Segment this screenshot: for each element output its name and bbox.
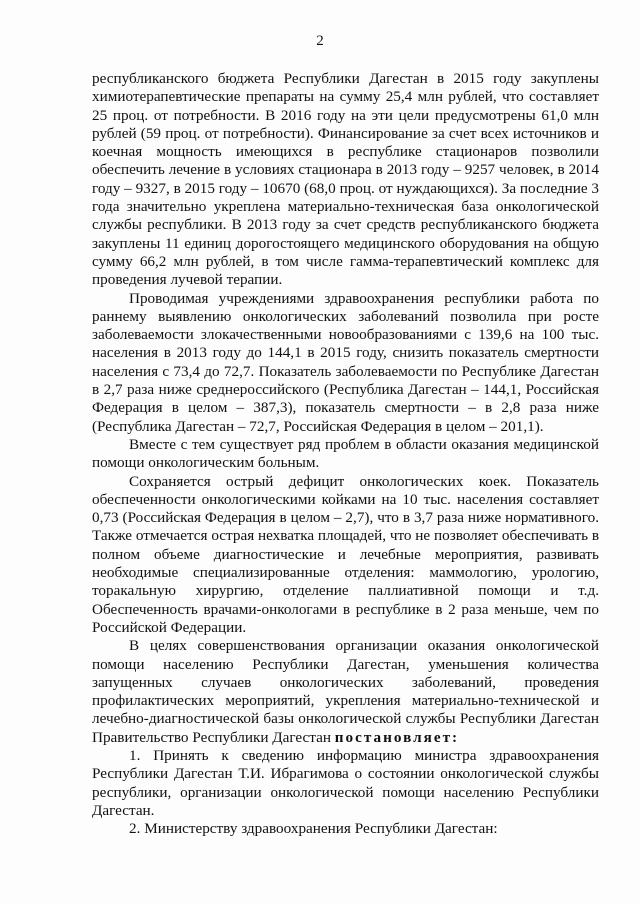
- paragraph-bed-shortage: Сохраняется острый дефицит онкологических коек. Показатель обеспеченности онкологическими койками на 10 тыс. населения составляет 0,73 (Российская Федерация в целом – 2,7), что в 3,7 раза ниже нормативного. Также отмечается острая нехватка площадей, что не позволяет обеспечивать в полном объеме диагностические и лечебные мероприятия, развивать необходимые специализированные отделения: маммологию, урологию, торакальную хирургию, отделение паллиативной помощи и т.д. Обеспеченность врачами-онкологами в республике в 2 раза меньше, чем по Российской Федерации.: [92, 472, 599, 636]
- resolution-preamble-text: В целях совершенствования организации оказания онкологической помощи населению Республики Дагестан, уменьшения количества запущенных случаев онкологических заболеваний, проведения профилактических мероприятий, укрепления материально-технической и лечебно-диагностической базы онкологической службы Республики Дагестан Правительство Республики Дагестан: [92, 637, 599, 746]
- document-body: [92, 70, 599, 838]
- paragraph-resolution-preamble: [92, 637, 599, 747]
- resolution-keyword: постановляет:: [334, 728, 460, 746]
- paragraph-budget-procurement: республиканского бюджета Республики Дагестан в 2015 году закуплены химиотерапевтические препараты на сумму 25,4 млн рублей, что составляет 25 проц. от потребности. В 2016 году на эти цели предусмотрены 61,0 млн рублей (59 проц. от потребности). Финансирование за счет всех источников и коечная мощность имеющихся в республике стационаров позволили обеспечить лечение в условиях стационара в 2013 году – 9257 человек, в 2014 году – 9327, в 2015 году – 10670 (68,0 проц. от нуждающихся). За последние 3 года значительно укреплена материально-техническая база онкологической службы республики. В 2013 году за счет средств республиканского бюджета закуплены 11 единиц дорогостоящего медицинского оборудования на общую сумму 66,2 млн рублей, в том числе гамма-терапевтический комплекс для проведения лучевой терапии.: [92, 70, 599, 289]
- paragraph-problems: Вместе с тем существует ряд проблем в области оказания медицинской помощи онкологическим больным.: [92, 435, 599, 472]
- paragraph-early-detection: Проводимая учреждениями здравоохранения республики работа по раннему выявлению онкологических заболеваний позволила при росте заболеваемости злокачественными новообразованиями с 139,6 на 100 тыс. населения в 2013 году до 144,1 в 2015 году, снизить показатель смертности населения с 73,4 до 72,7. Показатель заболеваемости по Республике Дагестан в 2,7 раза ниже среднероссийского (Республика Дагестан – 144,1, Российская Федерация в целом – 387,3), показатель смертности – в 2,8 раза ниже (Республика Дагестан – 72,7, Российская Федерация в целом – 201,1).: [92, 289, 599, 435]
- page-number: 2: [316, 33, 324, 49]
- paragraph-item-1: 1. Принять к сведению информацию министра здравоохранения Республики Дагестан Т.И. Ибрагимова о состоянии онкологической службы республики, организации онкологической помощи населению Республики Дагестан.: [92, 746, 599, 819]
- paragraph-item-2: 2. Министерству здравоохранения Республики Дагестан:: [129, 820, 498, 838]
